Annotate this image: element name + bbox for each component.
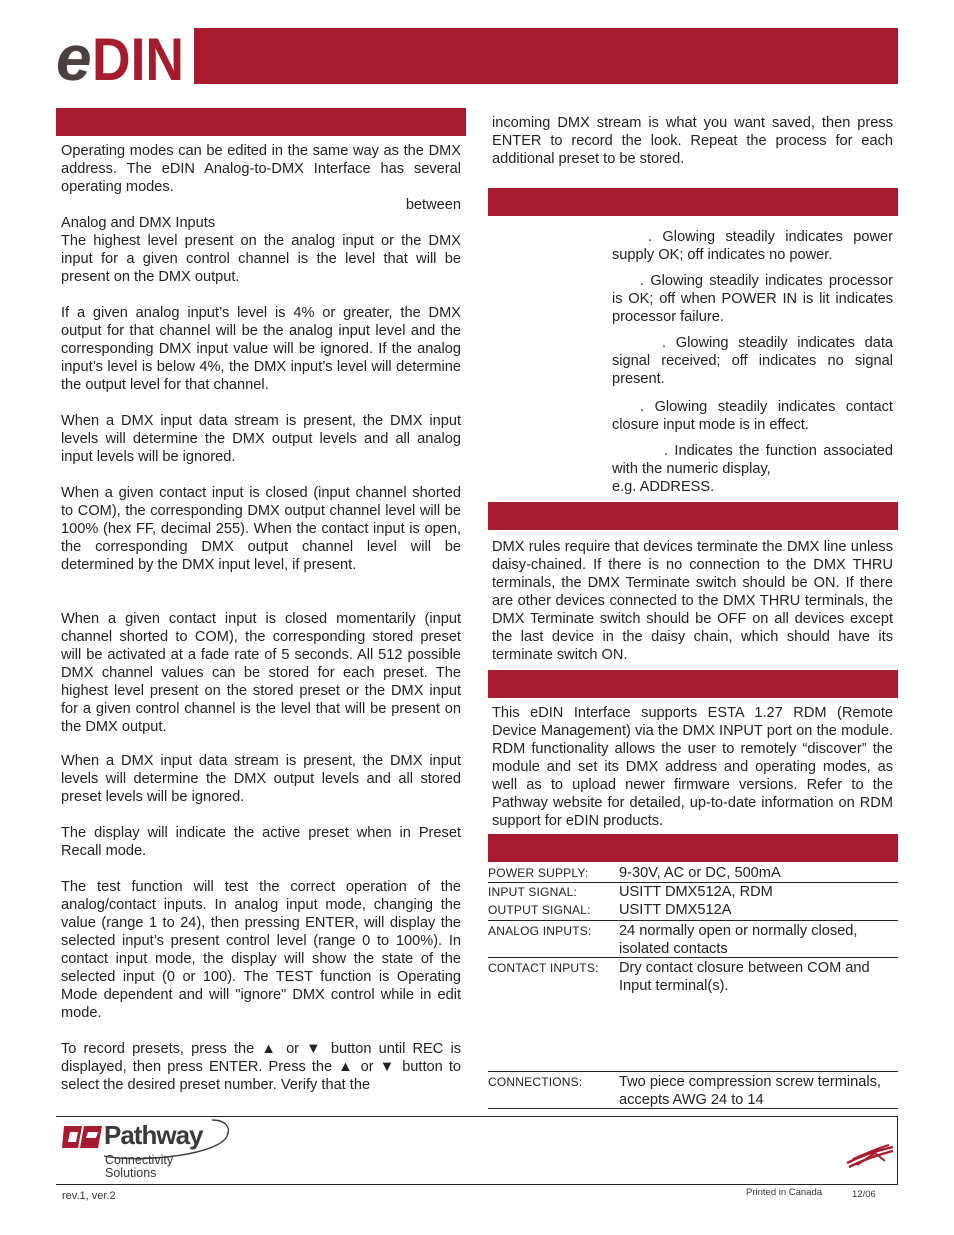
spec-value: USITT DMX512A: [619, 902, 732, 918]
company-tagline-2: Solutions: [105, 1166, 157, 1180]
led-data: . Glowing steadily indicates data signal received; off indicates no signal present.: [612, 335, 893, 387]
spec-key: CONNECTIONS:: [488, 1075, 583, 1089]
revision-text: rev.1, ver.2: [62, 1190, 116, 1202]
spec-table-signals: [488, 883, 898, 919]
section-header-rdm: [488, 670, 898, 698]
paragraph-rdm: This eDIN Interface supports ESTA 1.27 RDM (Remote Device Management) via the DMX INPUT port on the module. RDM functionality allows the user to remotely “discover” the module and set its DMX address and operating modes, as well as to upload newer firmware versions. Refer to the Pathway website for detailed, up-to-date information on RDM support for eDIN products.: [492, 705, 893, 829]
spec-value: 9-30V, AC or DC, 500mA: [619, 865, 781, 881]
company-tagline-1: Connectivity: [105, 1153, 174, 1167]
intro-paragraph: Operating modes can be edited in the same way as the DMX address. The eDIN Analog-to-DMX Interface has several operating modes.: [61, 143, 461, 195]
spec-table-analog: [488, 922, 898, 958]
paragraph-contact-closure: When a given contact input is closed (input channel shorted to COM), the corresponding DMX output channel level will be 100% (hex FF, decimal 255). When the contact input is open, the corresponding DMX output channel level will be determined by the DMX input level, if present.: [61, 485, 461, 573]
paragraph-analog-priority: If a given analog input’s level is 4% or greater, the DMX output for that channel will be the analog input level and the corresponding DMX input value will be ignored. If the analog input’s level is below 4%, the DMX input’s level will determine the output level for that channel.: [61, 305, 461, 393]
mode-title-fragment: between: [405, 197, 461, 213]
paragraph-record-continued: incoming DMX stream is what you want saved, then press ENTER to record the look. Repeat the process for each additional preset to be stored.: [492, 115, 893, 167]
svg-text:DIN: DIN: [92, 26, 184, 86]
spec-value: USITT DMX512A, RDM: [619, 884, 773, 900]
spec-key: OUTPUT SIGNAL:: [488, 903, 591, 917]
maple-leaf-flag-icon: [845, 1143, 895, 1169]
led-contact-mode: . Glowing steadily indicates contact closure input mode is in effect.: [612, 399, 893, 433]
led-power: . Glowing steadily indicates power supply OK; off indicates no power.: [612, 229, 893, 263]
spec-divider: [488, 1071, 898, 1072]
spec-table-power-signal: [488, 864, 898, 882]
spec-value: Dry contact closure between COM and Input terminal(s).: [619, 960, 870, 994]
spec-key: POWER SUPPLY:: [488, 866, 589, 880]
company-name: Pathway: [104, 1120, 203, 1150]
pathway-mark-icon: [62, 1122, 104, 1152]
spec-key: ANALOG INPUTS:: [488, 924, 592, 938]
spec-row-connections: [488, 1073, 898, 1109]
print-date: 12/06: [852, 1189, 876, 1200]
paragraph-test: The test function will test the correct operation of the analog/contact inputs. In analog input mode, changing the value (range 1 to 24), then pressing ENTER, will display the selected input’s present control level (range 0 to 100%). In contact input mode, the display will show the state of the selected input (0 or 100). The TEST function is Operating Mode dependent and will "ignore" DMX control while in edit mode.: [61, 879, 461, 1021]
paragraph-record: To record presets, press the ▲ or ▼ button until REC is displayed, then press ENTER. Press the ▲ or ▼ button to select the desired preset number. Verify that the: [61, 1041, 461, 1093]
spec-row-analog-inputs: [488, 922, 898, 958]
section-header-termination: [488, 502, 898, 530]
paragraph-preset-recall: When a given contact input is closed momentarily (input channel shorted to COM), the corresponding stored preset will be activated at a fade rate of 5 seconds. All 512 possible DMX channel values can be stored for each preset. The highest level present on the stored preset or the DMX input for a given control channel is the level that will be present on the DMX output.: [61, 611, 461, 735]
spec-table-connections: [488, 1073, 898, 1109]
section-header-specifications: [488, 834, 898, 862]
spec-key: INPUT SIGNAL:: [488, 885, 578, 899]
spec-table-contact: [488, 959, 898, 995]
footer-right-rule: [897, 1116, 898, 1185]
led-function: . Indicates the function associated with the numeric display,: [612, 443, 893, 477]
paragraph-htp: The highest level present on the analog input or the DMX input for a given control channel is the level that will be present on the DMX output.: [61, 233, 461, 285]
svg-text:e: e: [56, 24, 92, 86]
led-function-example: e.g. ADDRESS.: [612, 479, 715, 495]
footer-bottom-rule: [56, 1184, 898, 1185]
led-processor: . Glowing steadily indicates processor is OK; off when POWER IN is lit indicates processor failure.: [612, 273, 893, 325]
section-header-leds: [488, 188, 898, 216]
section-header-operating-modes: [56, 108, 466, 136]
header-bar: [194, 28, 898, 84]
spec-row-power: [488, 864, 898, 882]
spec-row-output-signal: [488, 901, 898, 919]
paragraph-dmx-priority: When a DMX input data stream is present, the DMX input levels will determine the DMX output levels and all analog input levels will be ignored.: [61, 413, 461, 465]
spec-row-contact-inputs: [488, 959, 898, 995]
printed-in-text: Printed in Canada: [746, 1187, 823, 1198]
spec-row-input-signal: [488, 883, 898, 901]
spec-divider: [488, 920, 898, 921]
paragraph-preset-display: The display will indicate the active preset when in Preset Recall mode.: [61, 825, 461, 859]
mode-title-analog-dmx: Analog and DMX Inputs: [61, 215, 216, 231]
edin-logo: [56, 24, 186, 86]
paragraph-termination: DMX rules require that devices terminate the DMX line unless daisy-chained. If there is no connection to the DMX THRU terminals, the DMX Terminate switch should be ON. If there are other devices connected to the DMX THRU terminals, the DMX Terminate switch should be OFF on all devices except the last device in the daisy chain, which should have its terminate switch ON.: [492, 539, 893, 663]
spec-value: Two piece compression screw terminals, accepts AWG 24 to 14: [619, 1074, 881, 1108]
spec-divider: [488, 1108, 898, 1109]
spec-key: CONTACT INPUTS:: [488, 961, 599, 975]
spec-value: 24 normally open or normally closed, isolated contacts: [619, 923, 858, 957]
spec-divider: [488, 957, 898, 958]
paragraph-preset-dmx-priority: When a DMX input data stream is present, the DMX input levels will determine the DMX output levels and all stored preset levels will be ignored.: [61, 753, 461, 805]
